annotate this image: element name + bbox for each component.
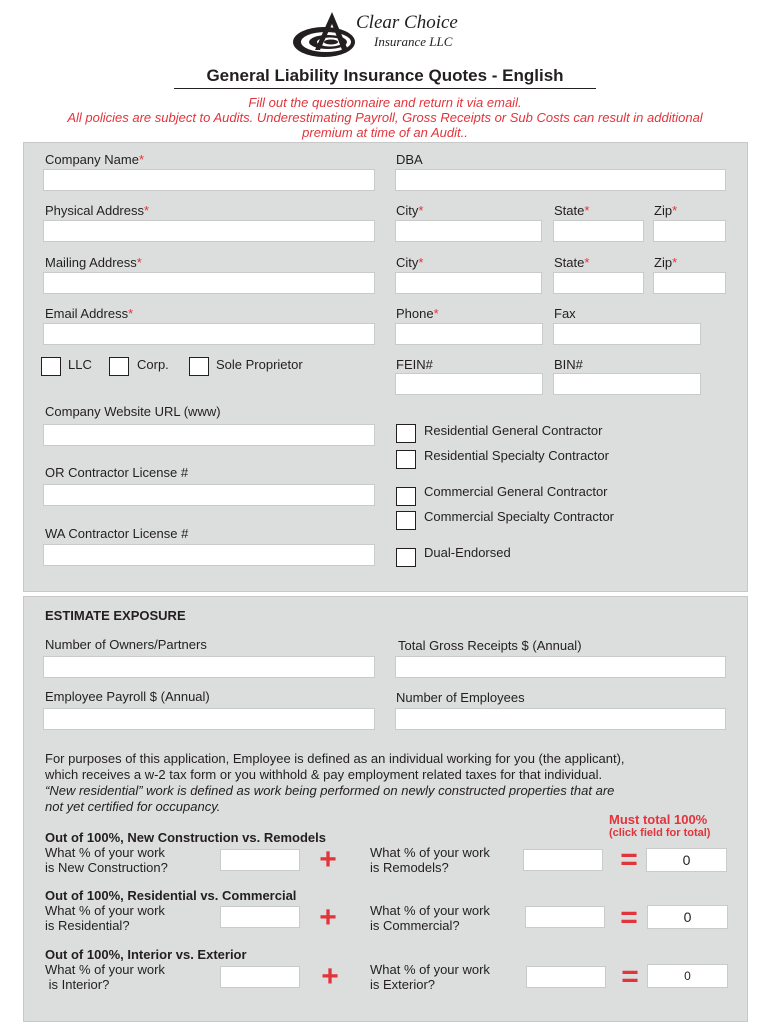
residential-field[interactable] xyxy=(220,906,300,928)
plus-operator: + xyxy=(319,901,337,934)
mailing-address-label: Mailing Address* xyxy=(45,255,142,270)
dual-endorsed-label: Dual-Endorsed xyxy=(424,545,511,560)
instruction-text: Fill out the questionnaire and return it via email. xyxy=(248,95,522,110)
logo-name: Clear Choice xyxy=(356,12,458,33)
equals-operator: = xyxy=(621,960,639,993)
mailing-state-field[interactable] xyxy=(553,272,644,294)
payroll-field[interactable] xyxy=(43,708,375,730)
residential-total-field[interactable]: 0 xyxy=(647,905,728,929)
new-construction-question: What % of your work is New Construction? xyxy=(45,845,168,875)
corp-checkbox[interactable] xyxy=(109,357,129,376)
logo-subname: Insurance LLC xyxy=(374,34,453,49)
must-total-note: Must total 100% xyxy=(609,812,708,827)
split-heading-interior: Out of 100%, Interior vs. Exterior xyxy=(45,947,247,962)
mailing-state-label: State* xyxy=(554,255,590,270)
wa-license-label: WA Contractor License # xyxy=(45,526,189,541)
company-name-label: Company Name* xyxy=(45,152,144,167)
corp-label: Corp. xyxy=(137,357,169,372)
mailing-zip-field[interactable] xyxy=(653,272,726,294)
commercial-general-label: Commercial General Contractor xyxy=(424,484,608,499)
physical-city-field[interactable] xyxy=(395,220,542,242)
physical-address-field[interactable] xyxy=(43,220,375,242)
mailing-city-field[interactable] xyxy=(395,272,542,294)
mailing-zip-label: Zip* xyxy=(654,255,678,270)
or-license-label: OR Contractor License # xyxy=(45,465,189,480)
sole-proprietor-label: Sole Proprietor xyxy=(216,357,303,372)
commercial-specialty-checkbox[interactable] xyxy=(396,511,416,530)
fein-field[interactable] xyxy=(395,373,543,395)
exterior-field[interactable] xyxy=(526,966,606,988)
residential-specialty-checkbox[interactable] xyxy=(396,450,416,469)
dual-endorsed-checkbox[interactable] xyxy=(396,548,416,567)
employees-label: Number of Employees xyxy=(396,690,525,705)
residential-specialty-label: Residential Specialty Contractor xyxy=(424,448,609,463)
phone-label: Phone* xyxy=(396,306,439,321)
llc-label: LLC xyxy=(68,357,92,372)
page-title: General Liability Insurance Quotes - English xyxy=(206,66,564,85)
email-address-field[interactable] xyxy=(43,323,375,345)
fein-label: FEIN# xyxy=(396,357,433,372)
employees-field[interactable] xyxy=(395,708,726,730)
owners-field[interactable] xyxy=(43,656,375,678)
commercial-specialty-label: Commercial Specialty Contractor xyxy=(424,509,615,524)
commercial-field[interactable] xyxy=(525,906,605,928)
remodels-question: What % of your work is Remodels? xyxy=(370,845,490,875)
equals-operator: = xyxy=(620,901,638,934)
plus-operator: + xyxy=(319,843,337,876)
employee-definition: For purposes of this application, Employee is defined as an individual working for you (the applicant), which receives a w-2 tax form or you withhold & pay employment related taxes for that individual. “New residential” work is defined as work being performed on newly constructed properties that are not yet certified for occupancy. xyxy=(45,751,625,814)
llc-checkbox[interactable] xyxy=(41,357,61,376)
fax-field[interactable] xyxy=(553,323,701,345)
commercial-question: What % of your work is Commercial? xyxy=(370,903,490,933)
gross-receipts-field[interactable] xyxy=(395,656,726,678)
physical-state-field[interactable] xyxy=(553,220,644,242)
click-total-note: (click field for total) xyxy=(609,827,711,839)
company-name-field[interactable] xyxy=(43,169,375,191)
company-logo xyxy=(290,10,480,65)
physical-state-label: State* xyxy=(554,203,590,218)
dba-field[interactable] xyxy=(395,169,726,191)
mailing-city-label: City* xyxy=(396,255,424,270)
remodels-field[interactable] xyxy=(523,849,603,871)
or-license-field[interactable] xyxy=(43,484,375,506)
physical-zip-label: Zip* xyxy=(654,203,678,218)
payroll-label: Employee Payroll $ (Annual) xyxy=(45,689,210,704)
dba-label: DBA xyxy=(396,152,423,167)
split-heading-residential: Out of 100%, Residential vs. Commercial xyxy=(45,888,297,903)
new-construction-field[interactable] xyxy=(220,849,300,871)
bin-label: BIN# xyxy=(554,357,583,372)
audit-note-line2: premium at time of an Audit.. xyxy=(302,125,468,140)
construction-total-field[interactable]: 0 xyxy=(646,848,727,872)
physical-city-label: City* xyxy=(396,203,424,218)
residential-general-checkbox[interactable] xyxy=(396,424,416,443)
bin-field[interactable] xyxy=(553,373,701,395)
title-underline xyxy=(174,88,596,89)
interior-total-field[interactable]: 0 xyxy=(647,964,728,988)
exposure-heading: ESTIMATE EXPOSURE xyxy=(45,608,186,623)
exterior-question: What % of your work is Exterior? xyxy=(370,962,490,992)
equals-operator: = xyxy=(620,843,638,876)
phone-field[interactable] xyxy=(395,323,543,345)
commercial-general-checkbox[interactable] xyxy=(396,487,416,506)
wa-license-field[interactable] xyxy=(43,544,375,566)
website-label: Company Website URL (www) xyxy=(45,404,221,419)
residential-question: What % of your work is Residential? xyxy=(45,903,165,933)
audit-note-line1: All policies are subject to Audits. Underestimating Payroll, Gross Receipts or Sub Costs can result in additional xyxy=(67,110,703,125)
residential-general-label: Residential General Contractor xyxy=(424,423,603,438)
physical-zip-field[interactable] xyxy=(653,220,726,242)
owners-label: Number of Owners/Partners xyxy=(45,637,207,652)
email-address-label: Email Address* xyxy=(45,306,134,321)
fax-label: Fax xyxy=(554,306,576,321)
split-heading-construction: Out of 100%, New Construction vs. Remodels xyxy=(45,830,326,845)
plus-operator: + xyxy=(321,960,339,993)
interior-field[interactable] xyxy=(220,966,300,988)
gross-receipts-label: Total Gross Receipts $ (Annual) xyxy=(398,638,582,653)
mailing-address-field[interactable] xyxy=(43,272,375,294)
website-field[interactable] xyxy=(43,424,375,446)
interior-question: What % of your work is Interior? xyxy=(45,962,165,992)
sole-proprietor-checkbox[interactable] xyxy=(189,357,209,376)
physical-address-label: Physical Address* xyxy=(45,203,150,218)
